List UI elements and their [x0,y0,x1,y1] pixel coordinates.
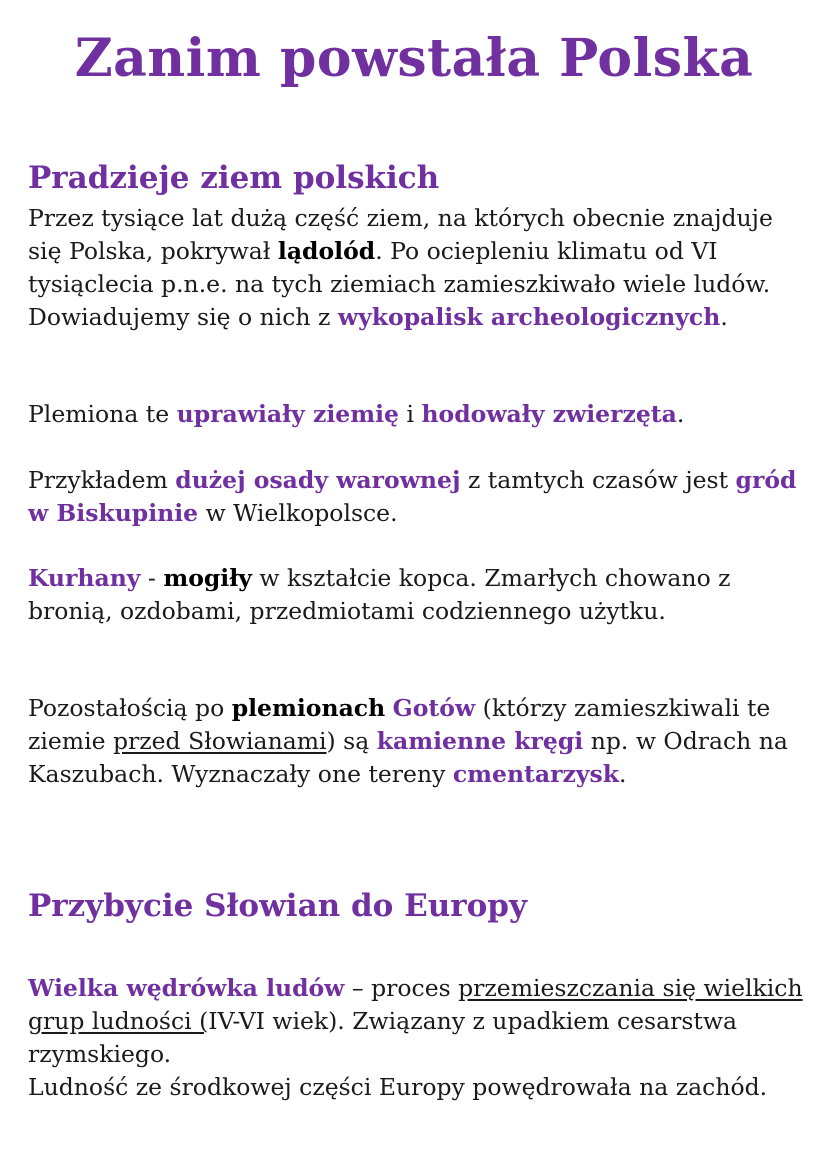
paragraph-migration [28,972,808,1104]
text: w kształcie kopca. Zmarłych chowano z bronią, ozdobami, przedmiotami codziennego użytku. [28,564,731,625]
paragraph-kurhany [28,562,808,628]
paragraph-biskupin [28,464,808,530]
text: Ludność ze środkowej części Europy powędrowała na zachód. [28,1073,768,1101]
text: Plemiona te [28,400,177,428]
section-heading-prehistory: Pradzieje ziem polskich [28,160,440,196]
text: i [398,400,422,428]
text [385,694,392,722]
text: ) są [326,727,377,755]
underlined-term: przemieszczania się wielkich grup ludności ( [28,974,803,1035]
bold-term: lądolód [277,237,376,265]
paragraph-glacier [28,202,808,334]
section-heading-slavs: Przybycie Słowian do Europy [28,888,527,924]
underlined-term: przed Słowianami [112,727,327,755]
text: . [619,760,627,788]
text: . Po ociepleniu klimatu od VI tysiąclecia p.n.e. na tych ziemiach zamieszkiwało wiele ludów. Dowiadujemy się o nich z [28,237,771,331]
text: IV-VI wiek). Związany z upadkiem cesarstwa rzymskiego. [28,1007,737,1068]
paragraph-tribes [28,398,808,431]
text: (którzy zamieszkiwali te ziemie [28,694,771,755]
text: – proces [344,974,459,1002]
text: . [676,400,685,428]
bold-term: mogiły [163,564,252,592]
highlight-term: hodowały zwierzęta [421,400,677,428]
highlight-term: gród w Biskupinie [28,466,797,527]
page-title: Zanim powstała Polska [74,28,754,89]
highlight-term: Kurhany [28,564,141,592]
highlight-term: cmentarzysk [452,760,620,788]
highlight-term: dużej osady warownej [175,466,461,494]
text: - [140,564,164,592]
text: w Wielkopolsce. [198,499,398,527]
text: z tamtych czasów jest [460,466,736,494]
highlight-term: Wielka wędrówka ludów [28,974,345,1002]
highlight-term: wykopalisk archeologicznych [337,303,721,331]
text: Pozostałością po [28,694,232,722]
paragraph-goths [28,692,808,791]
highlight-term: uprawiały ziemię [176,400,399,428]
highlight-term: kamienne kręgi [376,727,584,755]
highlight-term: Gotów [392,694,476,722]
text: np. w Odrach na Kaszubach. Wyznaczały one tereny [28,727,788,788]
text: Przykładem [28,466,176,494]
bold-term: plemionach [231,694,386,722]
text: . [720,303,728,331]
text: Przez tysiące lat dużą część ziem, na których obecnie znajduje się Polska, pokrywał [28,204,773,265]
